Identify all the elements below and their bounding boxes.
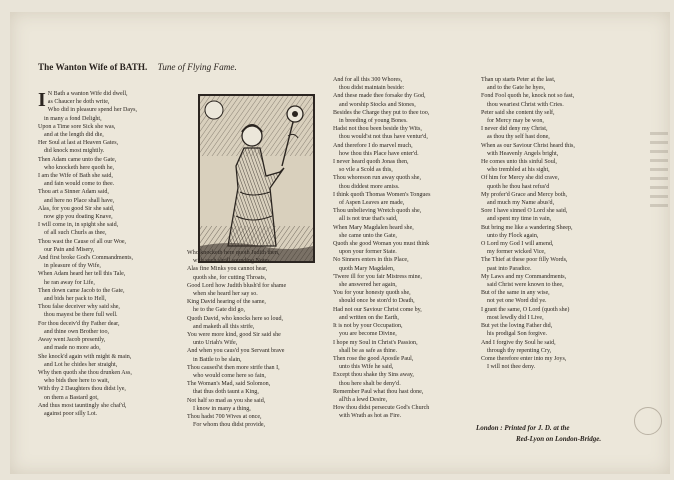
- verse-line: I never heard quoth Jonas then,: [333, 159, 409, 166]
- verse-line: It is not by your Occupation,: [333, 323, 403, 330]
- verse-line: The Woman's Mad, said Solomon,: [187, 381, 271, 388]
- verse-line: of Aspen Leaves are made,: [339, 200, 405, 207]
- verse-line: now gip you doating Knave,: [44, 214, 113, 221]
- verse-column-2: [187, 249, 337, 429]
- woman-with-flower-woodcut: [200, 96, 313, 261]
- verse-line: thou didst maintain beside:: [339, 85, 405, 92]
- title-text: The Wanton Wife of BATH.: [38, 62, 148, 72]
- verse-line: Then rose the good Apostle Paul,: [333, 355, 414, 362]
- verse-line: Alas fine Minks you cannot hear,: [187, 266, 268, 273]
- verse-line: But of the same in any wise,: [481, 290, 550, 297]
- verse-line: Had not our Saviour Christ come by,: [333, 306, 422, 313]
- verse-line: King David hearing of the same,: [187, 299, 266, 306]
- verse-line: Thou wast the Cause of all our Woe,: [38, 238, 127, 245]
- verse-line: unto this Wife he said,: [339, 364, 394, 371]
- verse-line: quoth Mary Magdalen,: [339, 265, 395, 272]
- verse-line: and at the length did die,: [44, 132, 104, 139]
- verse-line: with Wrath as hot as Fire.: [339, 413, 402, 420]
- broadside-sheet: [38, 62, 658, 443]
- verse-line: with such shrill sounding Notes,: [193, 258, 272, 265]
- verse-line: Besides the Charge they put to thee too,: [333, 109, 430, 116]
- imprint-line-2: Red-Lyon on London-Bridge.: [516, 435, 602, 443]
- ballad-title: [38, 62, 237, 72]
- verse-line: When Adam heard her tell this Tale,: [38, 271, 126, 278]
- verse-line: thou would'st not thus have ventur'd,: [339, 134, 428, 141]
- verse-line: thou here shalt be deny'd.: [339, 380, 401, 387]
- verse-line: and to the Gate he hyes,: [487, 85, 546, 92]
- verse-line: And for all this 300 Whores,: [333, 77, 403, 83]
- verse-line: For thou deceiv'd thy Father dear,: [38, 320, 120, 327]
- verse-line: should once be ston'd to Death,: [339, 298, 415, 305]
- verse-line: Thou caused'st then more strife than I,: [187, 364, 280, 371]
- verse-line: But bring me like a wandering Sheep,: [481, 224, 573, 231]
- tune-text: Tune of Flying Fame.: [157, 62, 237, 72]
- verse-line: You were more kind, good Sir said she: [187, 332, 281, 339]
- verse-line: as Chaucer he doth write,: [47, 99, 110, 106]
- verse-line: Fond Fool quoth he, knock not so fast,: [481, 93, 575, 100]
- verse-line: most lewdly did I Live,: [487, 314, 544, 321]
- verse-line: I know in many a thing,: [193, 405, 251, 412]
- verse-line: Who did in pleasure spend her Days,: [47, 107, 137, 114]
- verse-line: Of him for Mercy she did crave,: [481, 175, 560, 182]
- verse-line: and written on the Earth,: [339, 314, 399, 321]
- verse-line: Remember Paul what thou hast done,: [333, 388, 424, 395]
- verse-line: she came unto the Gate,: [339, 232, 397, 239]
- verse-line: who bids thee here to wait,: [44, 378, 110, 385]
- verse-line: Quoth David, who knocks here so loud,: [187, 315, 284, 322]
- verse-line: And these made thee forsake thy God,: [333, 93, 426, 100]
- verse-line: all'th a lewd Desire,: [339, 396, 388, 403]
- verse-line: No Sinners enters in this Place,: [333, 257, 409, 264]
- verse-line: Sore I have sinned O Lord she said,: [481, 208, 568, 215]
- verse-line: He comes unto this sinful Soul,: [481, 159, 557, 166]
- verse-line: and bids her pack to Hell,: [44, 296, 107, 303]
- broadside-paper: [10, 12, 670, 474]
- verse-line: Then down came Jacob to the Gate,: [38, 287, 125, 294]
- verse-line: said Christ were known to thee,: [487, 282, 564, 289]
- woodcut-illustration: [198, 94, 315, 263]
- library-stamp: [634, 407, 662, 435]
- verse-line: I think quoth Thomas Women's Tongues: [333, 191, 431, 198]
- verse-line: who trembled at his sight,: [487, 167, 550, 174]
- verse-line: Thou hadst 700 Wives at once,: [187, 414, 262, 421]
- verse-line: 'Twere ill for you fair Mistress mine,: [333, 273, 422, 280]
- verse-line: upon your former State.: [339, 249, 397, 256]
- verse-line: she answered her again,: [339, 282, 397, 289]
- verse-line: and spent my time in vain,: [487, 216, 552, 223]
- verse-line: he to the Gate did go,: [193, 307, 246, 314]
- verse-line: thou weariest Christ with Cries.: [487, 101, 564, 108]
- verse-line: who knocketh here quoth he,: [44, 164, 115, 171]
- verse-line: when she heard her say so.: [193, 291, 258, 298]
- verse-line: Than up starts Peter at the last,: [481, 77, 556, 83]
- verse-line: and here no Place shall have,: [44, 197, 115, 204]
- verse-line: And when you caus'd you Servant brave: [187, 348, 285, 355]
- verse-line: Her Soul at last at Heaven Gates,: [38, 140, 119, 147]
- verse-line: shall be as safe as thine.: [339, 347, 398, 354]
- verse-column-4: [481, 76, 641, 371]
- verse-line: Thou false deceiver why said she,: [38, 304, 120, 311]
- verse-line: My Laws and my Commandments,: [481, 273, 567, 280]
- verse-line: of all such Churls as thee,: [44, 230, 107, 237]
- verse-line: and much my Name abus'd,: [487, 200, 555, 207]
- verse-line: I will come in, in spight she said,: [38, 222, 119, 229]
- verse-line: against poor silly Lot.: [44, 410, 98, 417]
- verse-line: How thou didst persecute God's Church: [333, 405, 430, 412]
- verse-line: his prodigal Son forgive.: [487, 331, 548, 338]
- verse-line: I will not thee deny.: [487, 364, 536, 371]
- verse-line: as thou thy self hast done,: [487, 134, 550, 141]
- verse-line: did knock most mightily.: [44, 148, 105, 155]
- verse-line: Why then quoth she thou drunken Ass,: [38, 369, 132, 376]
- verse-line: he ran away for Life,: [44, 279, 95, 286]
- verse-line: and made no more ado,: [44, 345, 101, 352]
- verse-line: Then Adam came unto the Gate,: [38, 156, 117, 163]
- verse-line: past into Paradice.: [487, 265, 532, 272]
- drop-cap: I: [38, 89, 46, 111]
- verse-line: in breeding of young Bones.: [339, 118, 408, 125]
- verse-line: Away went Jacob presently,: [38, 337, 106, 344]
- verse-line: Alas, for you good Sir she said,: [38, 205, 115, 212]
- verse-line: unto Uriah's Wife,: [193, 340, 238, 347]
- verse-line: Thou art a Sinner Adam said,: [38, 189, 109, 196]
- verse-line: and Lot he chides her straight,: [44, 361, 118, 368]
- verse-line: Upon a Time sore Sick she was,: [38, 123, 116, 130]
- verse-line: Who knocketh here quoth Judith then,: [187, 250, 280, 256]
- verse-line: thou diddest more amiss.: [339, 183, 400, 190]
- verse-line: And therefore I do marvel much,: [333, 142, 413, 149]
- verse-line: in many a fond Delight,: [44, 115, 102, 122]
- verse-line: Hadst not thou been beside thy Wits,: [333, 126, 422, 133]
- verse-line: and fain would come to thee.: [44, 181, 115, 188]
- verse-line: The Thief at these poor filly Words,: [481, 257, 568, 264]
- verse-line: for Mercy may be won,: [487, 118, 544, 125]
- verse-line: I never did deny my Christ,: [481, 126, 548, 133]
- verse-column-1: [38, 90, 188, 418]
- verse-line: Thou unbelieving Wretch quoth she,: [333, 208, 422, 215]
- verse-line: Come therefore enter into my Joys,: [481, 355, 567, 362]
- verse-line: and thine own Brother too,: [44, 328, 109, 335]
- verse-line: Quoth she good Woman you must think: [333, 241, 430, 248]
- verse-line: thou mayest be there full well.: [44, 312, 118, 319]
- imprint-line-1: London : Printed for J. D. at the: [476, 424, 570, 432]
- verse-line: With thy 2 Daughters thou didst lye,: [38, 386, 126, 393]
- verse-line: Good Lord how Judith blush'd for shame: [187, 282, 287, 289]
- paper-edge-marks: [650, 132, 668, 212]
- verse-line: quoth he thou hast refus'd: [487, 183, 550, 190]
- verse-column-3: [333, 76, 483, 421]
- verse-line: When Mary Magdalen heard she,: [333, 224, 414, 231]
- verse-line: that thus doth taunt a King,: [193, 389, 259, 396]
- verse-line: quoth she, for cutting Throats,: [193, 274, 267, 281]
- verse-line: you are become Divine,: [339, 331, 397, 338]
- verse-line: I grant the same, O Lord (quoth she): [481, 306, 570, 313]
- verse-line: on them a Bastard got,: [44, 394, 99, 401]
- verse-line: so vile a Scold as this,: [339, 167, 393, 174]
- verse-line: Peter said she content thy self,: [481, 109, 555, 116]
- verse-line: and worship Stocks and Stones,: [339, 101, 416, 108]
- verse-line: I am the Wife of Bath she said,: [38, 173, 113, 180]
- verse-line: in pleasure of thy Wife,: [44, 263, 101, 270]
- verse-line: O Lord my God I will amend,: [481, 241, 554, 248]
- verse-line: When as our Saviour Christ heard this,: [481, 142, 575, 149]
- verse-line: Thou whoreson run away quoth she,: [333, 175, 421, 182]
- verse-line: You for your honesty quoth she,: [333, 290, 411, 297]
- verse-line: Not half so mad as you she said,: [187, 397, 266, 404]
- verse-line: For whom thou didst provide,: [193, 422, 266, 429]
- verse-line: I hope my Soul in Christ's Passion,: [333, 339, 418, 346]
- verse-line: unto thy Flock again,: [487, 232, 539, 239]
- verse-line: Except thou shake thy Sins away,: [333, 372, 414, 379]
- verse-line: our Pain and Misery,: [44, 246, 95, 253]
- verse-line: with Heavenly Angels bright,: [487, 150, 559, 157]
- verse-line: through thy repenting Cry,: [487, 347, 552, 354]
- verse-line: how thou this Place have enter'd.: [339, 150, 419, 157]
- verse-line: who would come here so fain,: [193, 373, 266, 380]
- verse-line: and maketh all this strife,: [193, 323, 255, 330]
- verse-line: N Bath a wanton Wife did dwell,: [47, 91, 128, 97]
- verse-line: all is not true that's said,: [339, 216, 398, 223]
- verse-line: And first broke God's Commandments,: [38, 255, 133, 262]
- verse-line: not yet one Word did ye.: [487, 298, 547, 305]
- verse-line: in Battle to be slain,: [193, 356, 242, 363]
- verse-line: And thus most tauntingly she chaf'd,: [38, 402, 127, 409]
- verse-line: And I forgive thy Soul he said,: [481, 339, 556, 346]
- verse-line: But yet the loving Father did,: [481, 323, 553, 330]
- verse-line: my former wicked Vice,: [487, 249, 546, 256]
- verse-line: My profer'd Grace and Mercy both,: [481, 191, 568, 198]
- verse-line: She knock'd again with might & main,: [38, 353, 132, 360]
